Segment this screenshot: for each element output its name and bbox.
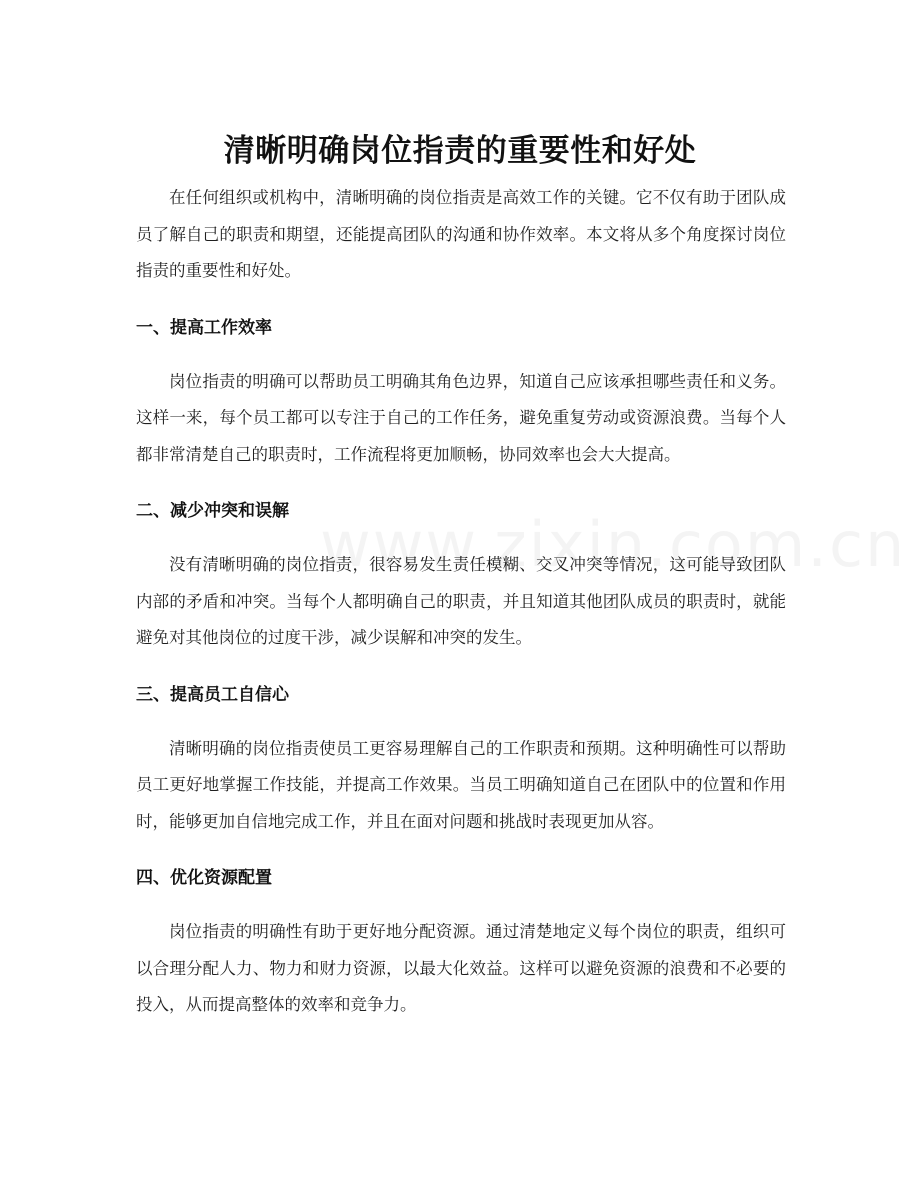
section-4 <box>136 860 786 1024</box>
section-1 <box>136 310 786 474</box>
document-body <box>136 180 786 1024</box>
section-paragraph: 清晰明确的岗位指责使员工更容易理解自己的工作职责和预期。这种明确性可以帮助员工更好地掌握工作技能，并提高工作效果。当员工明确知道自己在团队中的位置和作用时，能够更加自信地完成工作，并且在面对问题和挑战时表现更加从容。 <box>136 738 786 831</box>
section-heading: 一、提高工作效率 <box>136 317 272 338</box>
section-heading: 二、减少冲突和误解 <box>136 501 289 521</box>
section-heading: 三、提高员工自信心 <box>136 684 289 705</box>
section-heading: 四、优化资源配置 <box>136 868 272 888</box>
intro-paragraph: 在任何组织或机构中，清晰明确的岗位指责是高效工作的关键。它不仅有助于团队成员了解自己的职责和期望，还能提高团队的沟通和协作效率。本文将从多个角度探讨岗位指责的重要性和好处。 <box>136 188 786 280</box>
document-title: 清晰明确岗位指责的重要性和好处 <box>223 132 697 169</box>
section-paragraph: 没有清晰明确的岗位指责，很容易发生责任模糊、交叉冲突等情况，这可能导致团队内部的矛盾和冲突。当每个人都明确自己的职责，并且知道其他团队成员的职责时，就能避免对其他岗位的过度干涉，减少误解和冲突的发生。 <box>136 555 786 647</box>
section-2 <box>136 493 786 657</box>
section-paragraph: 岗位指责的明确性有助于更好地分配资源。通过清楚地定义每个岗位的职责，组织可以合理分配人力、物力和财力资源，以最大化效益。这样可以避免资源的浪费和不必要的投入，从而提高整体的效率和竞争力。 <box>136 922 786 1014</box>
section-3 <box>136 677 786 841</box>
section-paragraph: 岗位指责的明确可以帮助员工明确其角色边界，知道自己应该承担哪些责任和义务。这样一来，每个员工都可以专注于自己的工作任务，避免重复劳动或资源浪费。当每个人都非常清楚自己的职责时，工作流程将更加顺畅，协同效率也会大大提高。 <box>136 371 786 464</box>
